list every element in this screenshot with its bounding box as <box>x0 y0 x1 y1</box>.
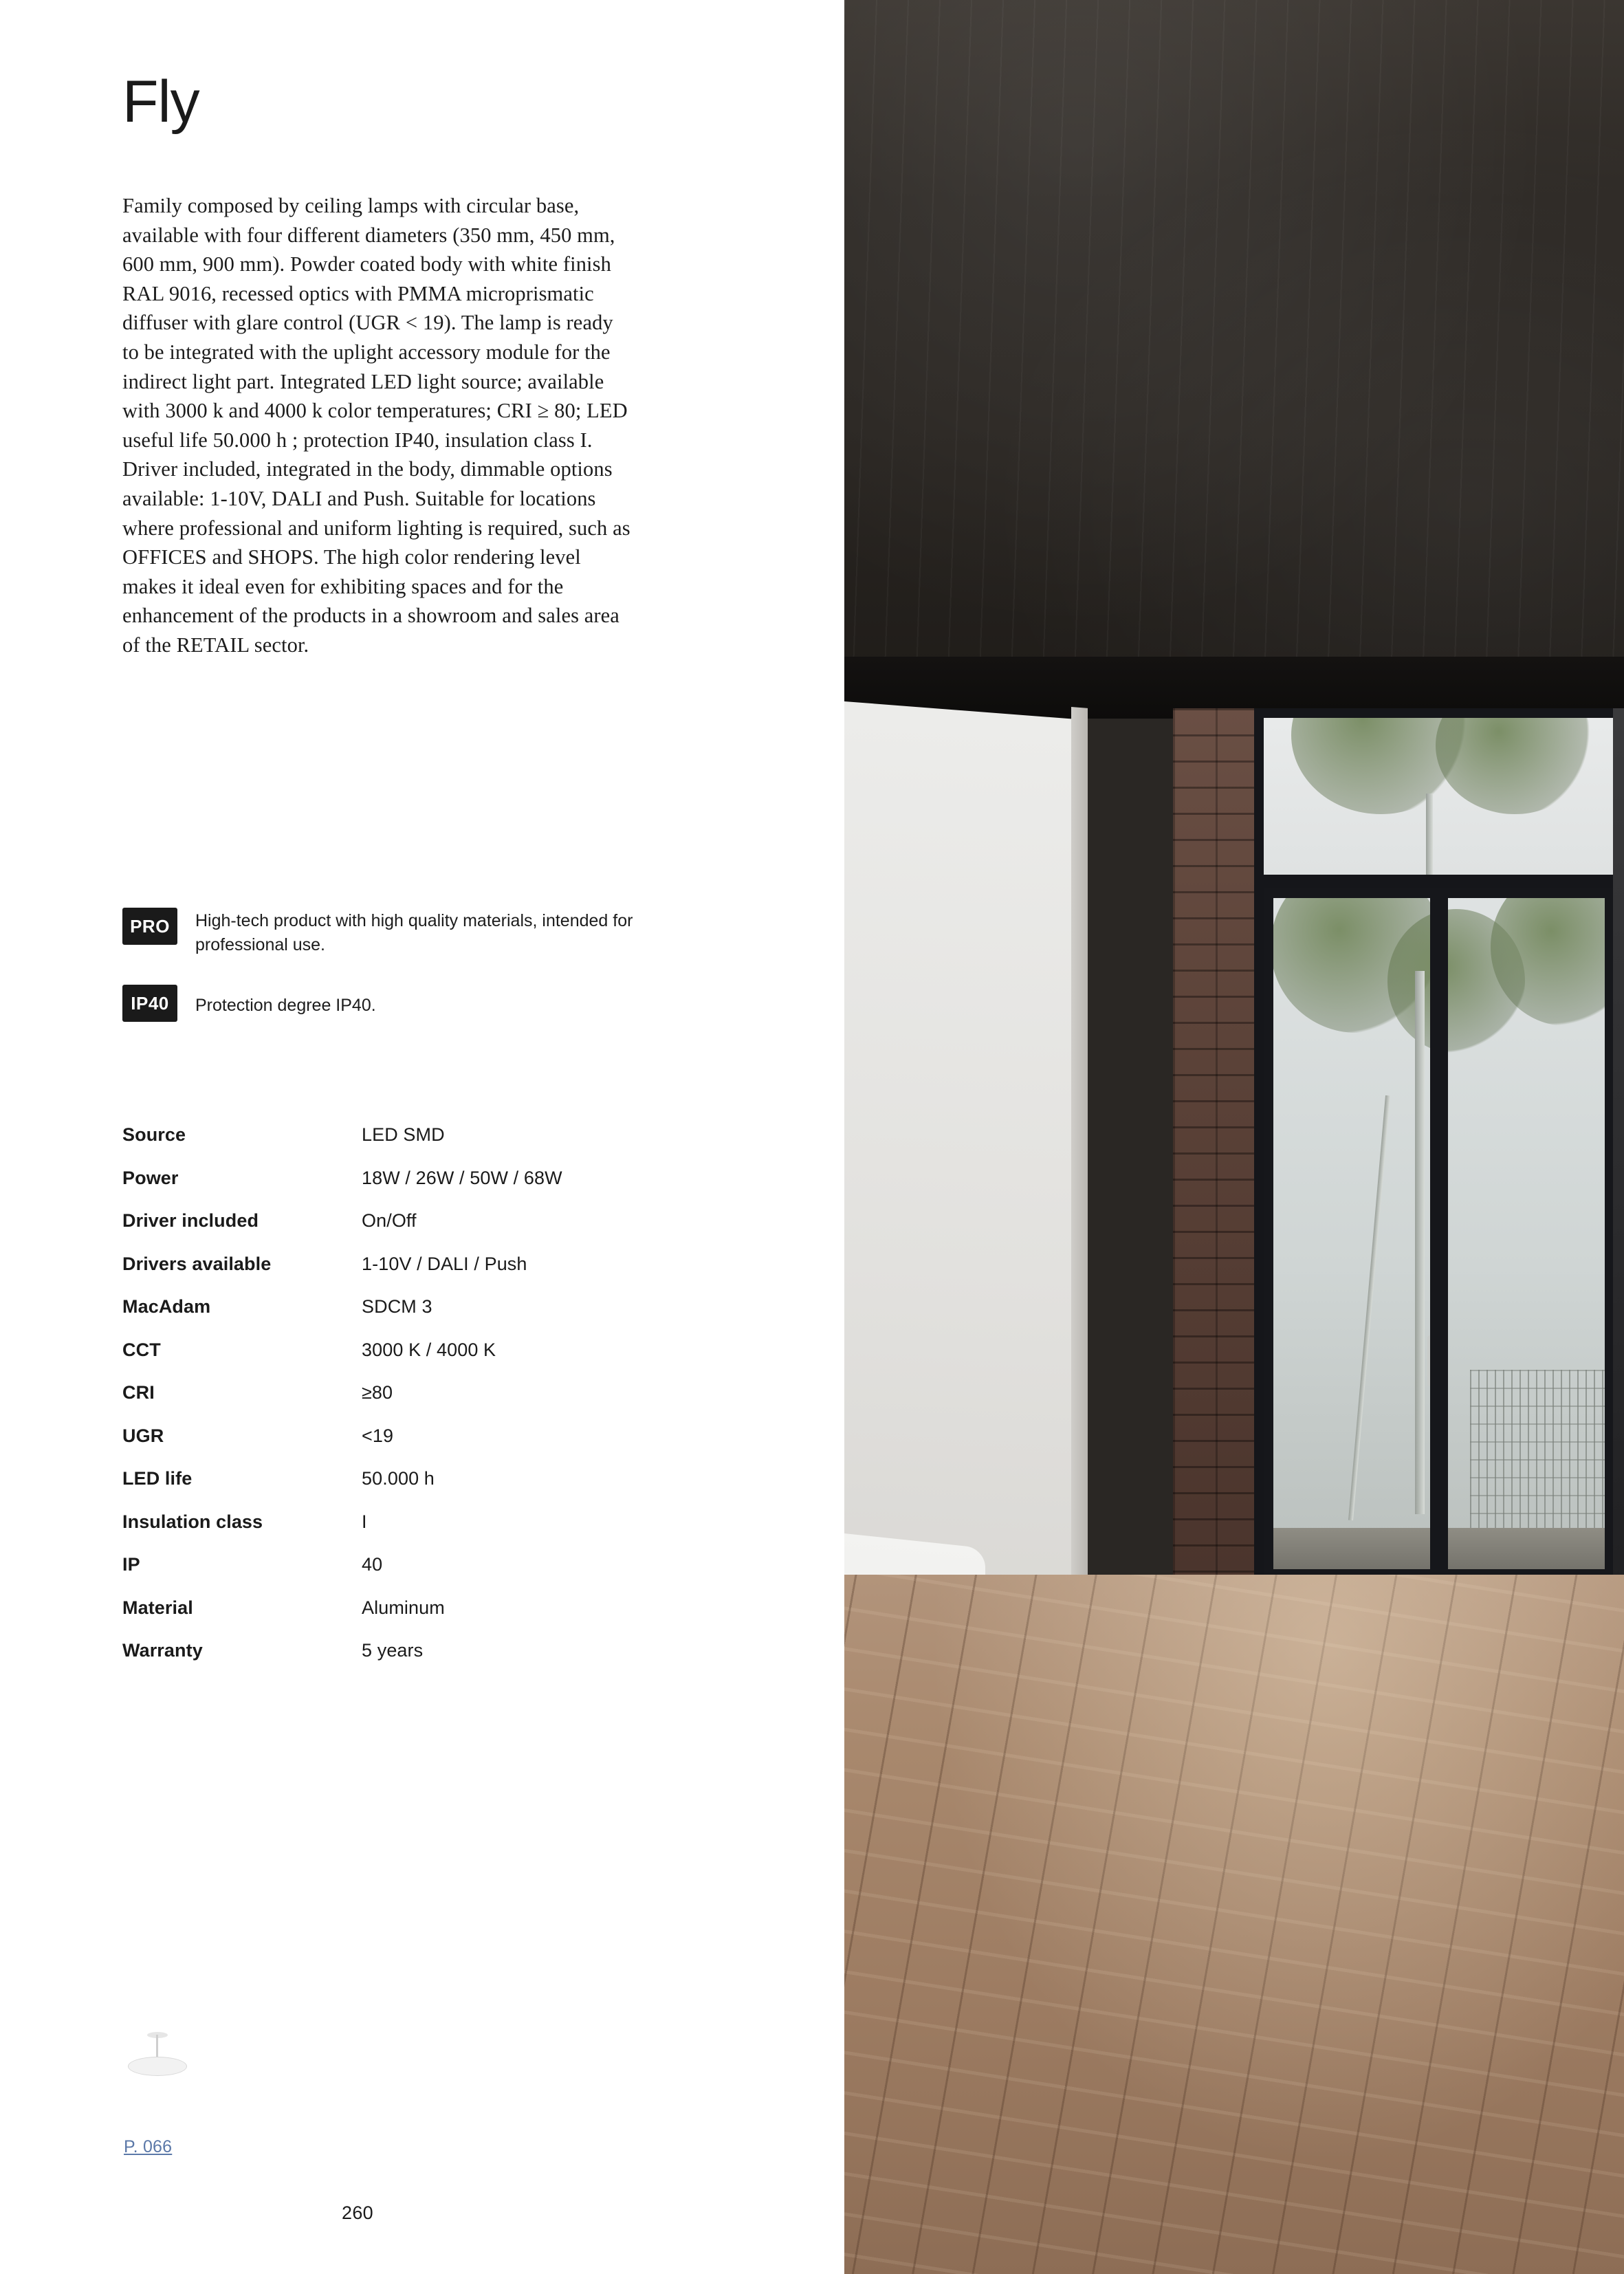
ip40-badge-icon: IP40 <box>122 985 177 1022</box>
spec-value: 18W / 26W / 50W / 68W <box>362 1167 562 1188</box>
spec-value: LED SMD <box>362 1124 445 1145</box>
spec-value: <19 <box>362 1425 394 1446</box>
table-row <box>122 1511 686 1555</box>
spec-label: CRI <box>122 1382 155 1403</box>
lamp-disc-shape <box>128 2057 187 2076</box>
lamp-thumbnail-icon <box>128 2032 190 2087</box>
brick-pier <box>1173 708 1254 1602</box>
window-assembly <box>1254 708 1624 1588</box>
spec-label: Power <box>122 1167 179 1188</box>
table-row <box>122 1640 686 1683</box>
ip40-badge-label: Protection degree IP40. <box>195 996 376 1015</box>
spec-label: UGR <box>122 1425 164 1446</box>
window-transom <box>1264 718 1614 875</box>
spec-label: Drivers available <box>122 1253 272 1274</box>
spec-label: Warranty <box>122 1640 203 1661</box>
concrete-ceiling <box>844 0 1624 719</box>
spec-label: LED life <box>122 1468 193 1489</box>
table-row <box>122 1554 686 1597</box>
spec-label: IP <box>122 1554 140 1575</box>
badge-list <box>122 908 645 1049</box>
page-reference-link[interactable]: P. 066 <box>124 2137 173 2156</box>
badge-item-pro <box>122 908 645 957</box>
spec-value: 40 <box>362 1554 383 1575</box>
foliage-shape <box>1436 718 1594 814</box>
spec-value: SDCM 3 <box>362 1296 432 1317</box>
fence-shape <box>1470 1370 1614 1528</box>
specification-table <box>122 1124 686 1683</box>
wood-floor <box>844 1575 1624 2274</box>
lamp-stem-shape <box>156 2035 158 2059</box>
spec-value: 50.000 h <box>362 1468 435 1489</box>
page-number: 260 <box>342 2202 373 2223</box>
product-description: Family composed by ceiling lamps with circular base, available with four different diameters (350 mm, 450 mm, 600 mm, 900 mm). Powder coated body with white finish RAL 9016, recessed optics with PMMA microprismatic diffuser with glare control (UGR < 19). The lamp is ready to be integrated with the uplight accessory module for the indirect light part. Integrated LED light source; available with 3000 k and 4000 k color temperatures; CRI ≥ 80; LED useful life 50.000 h ; protection IP40, insulation class I. Driver included, integrated in the body, dimmable options available: 1-10V, DALI and Push. Suitable for locations where professional and uniform lighting is required, such as OFFICES and SHOPS. The high color rendering level makes it ideal even for exhibiting spaces and for the enhancement of the products in a showroom and sales area of the RETAIL sector. <box>122 194 630 657</box>
table-row <box>122 1296 686 1340</box>
spec-label: MacAdam <box>122 1296 211 1317</box>
spec-value: 3000 K / 4000 K <box>362 1339 496 1360</box>
window-mullion <box>1430 888 1448 1579</box>
tree-trunk-shape <box>1426 794 1433 875</box>
spec-label: Source <box>122 1124 186 1145</box>
table-row <box>122 1597 686 1641</box>
table-row <box>122 1168 686 1211</box>
spec-value: 5 years <box>362 1640 424 1661</box>
product-environment-photo <box>844 0 1624 2274</box>
table-row <box>122 1124 686 1168</box>
table-row <box>122 1382 686 1425</box>
spec-value: 1-10V / DALI / Push <box>362 1253 527 1274</box>
tree-trunk-shape <box>1348 1095 1390 1520</box>
spec-value: ≥80 <box>362 1382 393 1403</box>
spec-value: I <box>362 1511 367 1532</box>
spec-label: Driver included <box>122 1210 259 1231</box>
spec-label: Material <box>122 1597 193 1618</box>
pro-badge-icon: PRO <box>122 908 177 945</box>
spec-label: CCT <box>122 1339 161 1360</box>
page-title: Fly <box>122 69 199 135</box>
spec-value: On/Off <box>362 1210 417 1231</box>
table-row <box>122 1340 686 1383</box>
badge-item-ip40 <box>122 985 645 1022</box>
pro-badge-label: High-tech product with high quality materials, intended for professional use. <box>195 911 633 954</box>
spec-value: Aluminum <box>362 1597 445 1618</box>
table-row <box>122 1210 686 1254</box>
table-row <box>122 1468 686 1511</box>
tree-trunk-shape <box>1415 971 1425 1514</box>
table-row <box>122 1254 686 1297</box>
spec-label: Insulation class <box>122 1511 263 1532</box>
right-wall-sliver <box>1613 708 1624 1595</box>
table-row <box>122 1425 686 1469</box>
